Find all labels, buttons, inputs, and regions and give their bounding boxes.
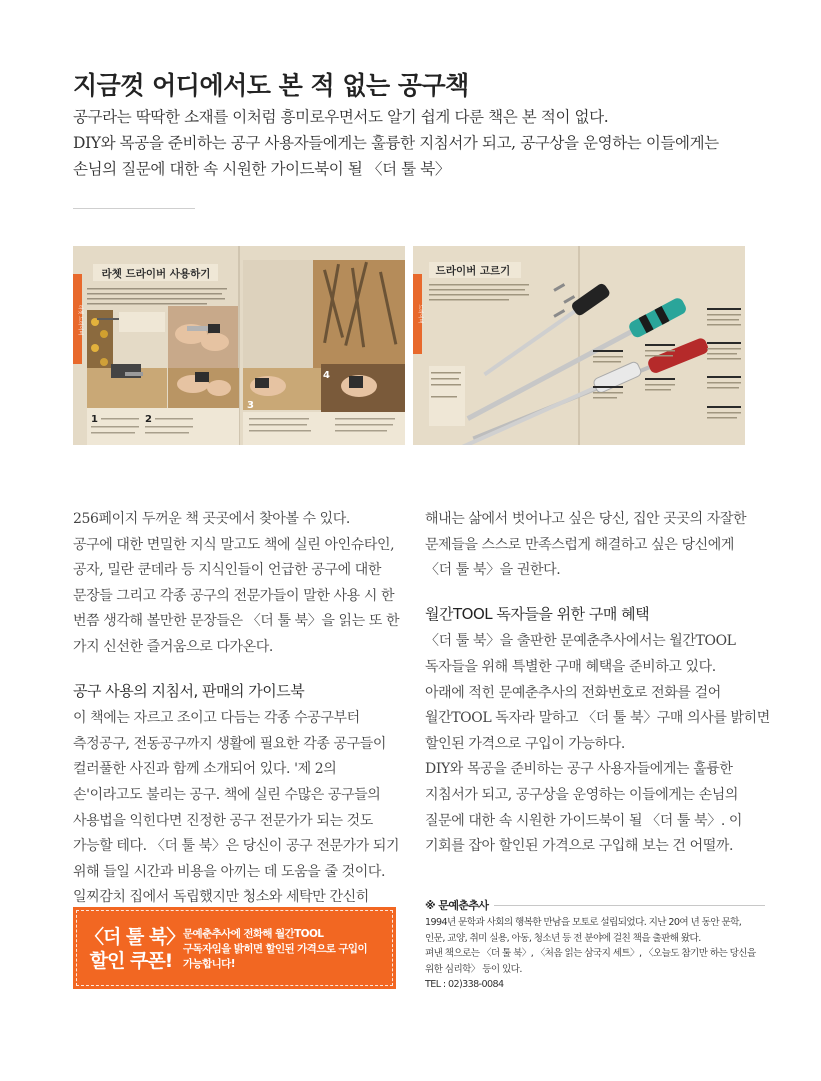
- body-line: 위해 들일 시간과 비용을 아끼는 데 도움을 줄 것이다.: [73, 863, 386, 880]
- headline: 지금껏 어디에서도 본 적 없는 공구책: [73, 71, 469, 100]
- body-line: 가지 신선한 즐거움으로 다가온다.: [73, 638, 273, 655]
- body-line: 공구에 대한 면밀한 지식 말고도 책에 실린 아인슈타인,: [73, 536, 395, 553]
- book-spread-image: [73, 246, 405, 445]
- divider: [494, 905, 765, 906]
- side-tab-label: 라쳇 드라이버: [77, 304, 83, 336]
- body-line: 〈더 툴 북〉을 출판한 문예춘추사에서는 월간TOOL: [425, 633, 736, 650]
- intro-line: 공구라는 딱딱한 소재를 이처럼 흥미로우면서도 알기 쉽게 다룬 책은 본 적이 없다.: [73, 108, 609, 126]
- body-line: 이 책에는 자르고 조이고 다듬는 각종 수공구부터: [73, 710, 360, 727]
- left-column: [73, 507, 400, 911]
- intro-line: 손님의 질문에 대한 속 시원한 가이드북이 될 〈더 툴 북〉: [73, 160, 450, 178]
- body-line: 측정공구, 전동공구까지 생활에 필요한 각종 공구들이: [73, 735, 387, 752]
- right-column: [425, 507, 770, 860]
- book-spread-ratchet-driver: [73, 246, 405, 445]
- publisher-heading: ※ 문예춘추사: [425, 899, 489, 912]
- side-tab-label: 드라이버: [417, 304, 423, 324]
- body-line: 해내는 삶에서 벗어나고 싶은 당신, 집안 곳곳의 자잘한: [425, 511, 747, 527]
- publisher-line: 펴낸 책으로는 〈더 툴 북〉, 〈처음 읽는 삼국지 세트〉, 〈오늘도 참기만 하는 당신을: [425, 948, 756, 959]
- coupon-title-line: 〈더 툴 북〉: [85, 926, 185, 948]
- publisher-heading-row: [425, 897, 765, 913]
- body-line: 손'이라고도 불리는 공구. 책에 실린 수많은 공구들의: [73, 786, 381, 803]
- step-number: 1: [91, 414, 98, 425]
- body-line: DIY와 목공을 준비하는 공구 사용자들에게는 훌륭한: [425, 761, 733, 778]
- body-line: 할인된 가격으로 구입이 가능하다.: [425, 735, 625, 752]
- intro-paragraph: [73, 104, 763, 182]
- coupon-title-line: 할인 쿠폰!: [89, 950, 173, 972]
- coupon-text-line: 문예춘추사에 전화해 월간TOOL: [183, 928, 324, 940]
- spread-title: 드라이버 고르기: [435, 265, 511, 277]
- body-line: 기회를 잡아 할인된 가격으로 구입해 보는 건 어떨까.: [425, 838, 734, 855]
- book-spread-image: [413, 246, 745, 445]
- body-line: 사용법을 익힌다면 진정한 공구 전문가가 되는 것도: [73, 812, 373, 829]
- publisher-line: 인문, 교양, 취미 실용, 아동, 청소년 등 전 분야에 걸친 책을 출판해 왔다.: [425, 932, 701, 944]
- intro-line: DIY와 목공을 준비하는 공구 사용자들에게는 훌륭한 지침서가 되고, 공구상을 운영하는 이들에게는: [73, 134, 719, 152]
- body-line: 지침서가 되고, 공구상을 운영하는 이들에게는 손님의: [425, 786, 739, 803]
- publisher-phone: TEL : 02)338-0084: [425, 979, 504, 990]
- coupon-text: [183, 927, 388, 972]
- body-line: 컬러풀한 사진과 함께 소개되어 있다. '제 2의: [73, 761, 337, 778]
- book-spread-screwdriver-choice: [413, 246, 745, 445]
- step-number: 3: [247, 400, 254, 411]
- body-line: 공자, 밀란 쿤데라 등 지식인들이 언급한 공구에 대한: [73, 562, 382, 579]
- publisher-line: 1994년 문학과 사회의 행복한 만남을 모토로 설립되었다. 지난 20여 년 동안 문학,: [425, 917, 742, 928]
- section-subhead: 월간TOOL 독자들을 위한 구매 혜택: [425, 604, 650, 623]
- publisher-line: 위한 심리학〉 등이 있다.: [425, 963, 522, 975]
- publisher-body: [425, 915, 765, 993]
- body-line: 문장들 그리고 각종 공구의 전문가들이 말한 사용 시 한: [73, 587, 395, 604]
- discount-coupon: [73, 907, 396, 989]
- publisher-info: [425, 897, 765, 993]
- coupon-text-line: 구독자임을 밝히면 할인된 가격으로 구입이: [183, 943, 367, 955]
- coupon-title: [85, 925, 185, 973]
- body-line: 가능할 테다. 〈더 툴 북〉은 당신이 공구 전문가가 되기: [73, 838, 400, 855]
- body-line: 256페이지 두꺼운 책 곳곳에서 찾아볼 수 있다.: [73, 511, 350, 527]
- section-subhead: 공구 사용의 지침서, 판매의 가이드북: [73, 681, 305, 700]
- body-line: 일찌감치 집에서 독립했지만 청소와 세탁만 간신히: [73, 889, 369, 906]
- body-line: 〈더 툴 북〉을 권한다.: [425, 562, 561, 579]
- body-line: 독자들을 위해 특별한 구매 혜택을 준비하고 있다.: [425, 658, 716, 675]
- divider: [73, 208, 195, 209]
- body-line: 질문에 대한 속 시원한 가이드북이 될 〈더 툴 북〉. 이: [425, 812, 743, 829]
- body-line: 월간TOOL 독자라 말하고 〈더 툴 북〉구매 의사를 밝히면: [425, 710, 770, 727]
- body-line: 아래에 적힌 문예춘추사의 전화번호로 전화를 걸어: [425, 684, 721, 701]
- step-number: 2: [145, 414, 152, 425]
- coupon-text-line: 가능합니다!: [183, 958, 235, 970]
- step-number: 4: [323, 370, 330, 381]
- body-line: 번쯤 생각해 볼만한 문장들은 〈더 툴 북〉을 읽는 또 한: [73, 613, 400, 630]
- spread-title: 라쳇 드라이버 사용하기: [101, 268, 211, 280]
- body-line: 문제들을 스스로 만족스럽게 해결하고 싶은 당신에게: [425, 536, 734, 553]
